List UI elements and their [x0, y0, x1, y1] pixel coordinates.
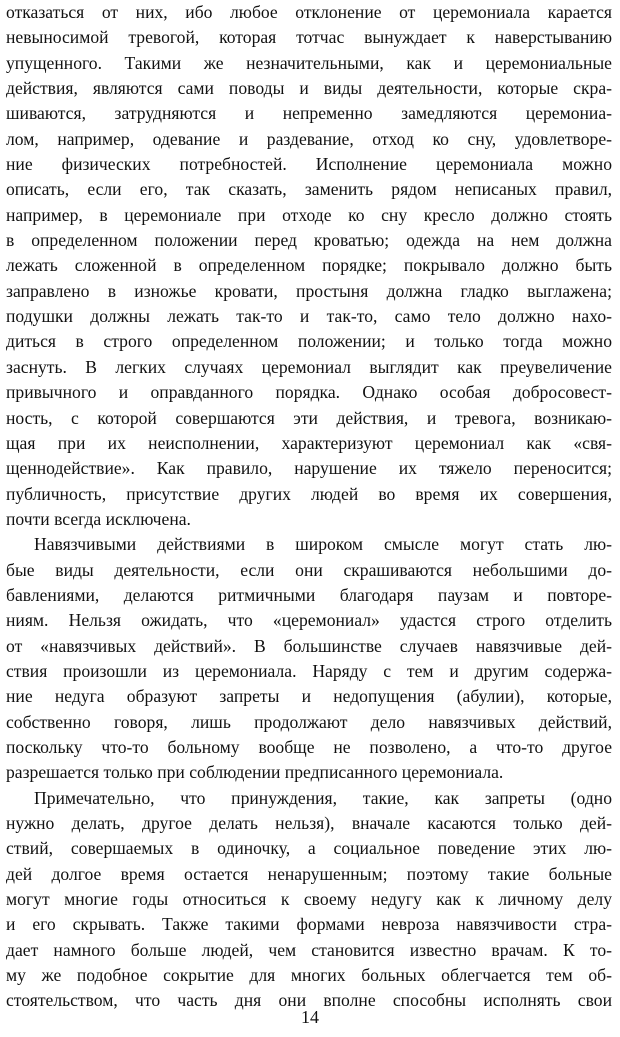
text-line: Примечательно, что принуждения, такие, как запреты (одно — [34, 787, 612, 808]
text-line: невыносимой тревогой, которая тотчас вынуждает к наверстыванию — [6, 27, 612, 48]
paragraph — [6, 786, 612, 1014]
text-line: ность, с которой совершаются эти действия, и тревога, возникаю- — [6, 407, 612, 428]
text-line: шиваются, затрудняются и непременно замедляются церемониа- — [6, 103, 612, 124]
text-line: ние недуга образуют запреты и недопущения (абулии), которые, — [6, 686, 612, 707]
text-line: почти всегда исключена. — [6, 508, 191, 529]
text-line: разрешается только при соблюдении предписанного церемониала. — [6, 762, 504, 783]
text-line: му же подобное сокрытие для многих больных облегчается тем об- — [6, 965, 612, 986]
text-line: от «навязчивых действий». В большинстве случаев навязчивые дей- — [6, 635, 612, 656]
text-line: описать, если его, так сказать, заменить рядом неписаных правил, — [6, 179, 612, 200]
text-line: например, в церемониале при отходе ко сну кресло должно стоять — [6, 204, 612, 225]
text-line: бавлениями, делаются ритмичными благодаря паузам и повторе- — [6, 584, 612, 605]
text-line: лом, например, одевание и раздевание, отход ко сну, удовлетворе- — [6, 128, 612, 149]
text-line: подушки должны лежать так-то и так-то, само тело должно нахо- — [6, 306, 612, 327]
text-line: в определенном положении перед кроватью; одежда на нем должна — [6, 230, 612, 251]
paragraph — [6, 0, 612, 532]
body-text — [6, 0, 612, 1014]
text-line: заснуть. В легких случаях церемониал выглядит как преувеличение — [6, 356, 612, 377]
text-line: могут многие годы относиться к своему недугу как к личному делу — [6, 889, 612, 910]
text-line: ние физических потребностей. Исполнение церемониала можно — [6, 154, 612, 175]
paragraph — [6, 532, 612, 785]
text-line: отказаться от них, ибо любое отклонение от церемониала карается — [6, 2, 612, 22]
text-line: действия, являются сами поводы и виды деятельности, которые скра- — [6, 78, 612, 99]
text-line: дает намного больше людей, чем становится известно врачам. К то- — [6, 939, 612, 960]
page-number: 14 — [301, 1007, 319, 1027]
text-line: бые виды деятельности, если они скрашиваются небольшими до- — [6, 559, 612, 580]
text-line: лежать сложенной в определенном порядке; покрывало должно быть — [6, 255, 612, 276]
text-line: заправлено в изножье кровати, простыня должна гладко выглажена; — [6, 280, 612, 301]
text-line: и его скрывать. Также такими формами невроза навязчивости стра- — [6, 914, 612, 935]
text-line: ствий, совершаемых в одиночку, а социальное поведение этих лю- — [6, 838, 612, 859]
text-line: щая при их неисполнении, характеризуют церемониал как «свя- — [6, 432, 612, 453]
text-line: ниям. Нельзя ожидать, что «церемониал» удастся строго отделить — [6, 610, 612, 631]
text-line: собственно говоря, лишь продолжают дело навязчивых действий, — [6, 711, 612, 732]
text-line: ствия произошли из церемониала. Наряду с тем и другим содержа- — [6, 660, 612, 681]
text-line: стоятельством, что часть дня они вполне способны исполнять свои — [6, 990, 612, 1011]
text-line: дей долгое время остается ненарушенным; поэтому такие больные — [6, 863, 612, 884]
text-line: Навязчивыми действиями в широком смысле могут стать лю- — [34, 534, 612, 555]
text-line: публичность, присутствие других людей во время их совершения, — [6, 483, 612, 504]
text-line: привычного и оправданного порядка. Однако особая добросовест- — [6, 382, 612, 403]
text-line: упущенного. Такими же незначительными, как и церемониальные — [6, 52, 612, 73]
text-line: поскольку что-то больному вообще не позволено, а что-то другое — [6, 736, 612, 757]
text-line: диться в строго определенном положении; и только тогда можно — [6, 331, 612, 352]
text-line: щеннодействие». Как правило, нарушение их тяжело переносится; — [6, 458, 612, 479]
text-line: нужно делать, другое делать нельзя), вначале касаются только дей- — [6, 813, 612, 833]
